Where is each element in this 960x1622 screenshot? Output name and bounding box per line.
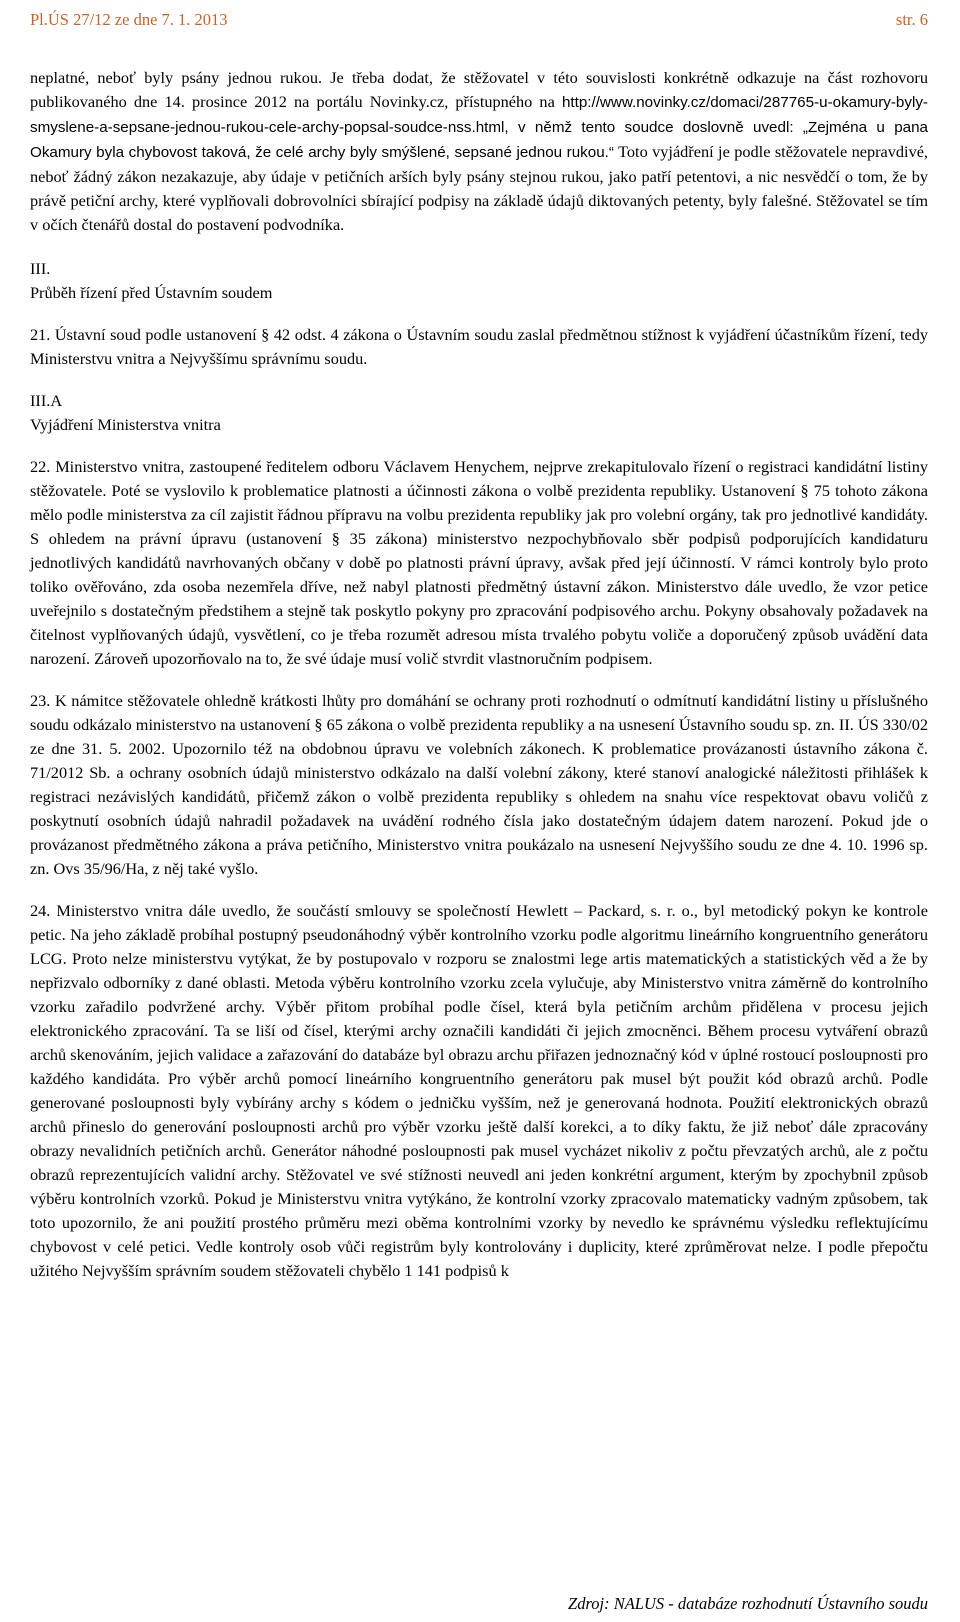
paragraph-21: 21. Ústavní soud podle ustanovení § 42 odst. 4 zákona o Ústavním soudu zaslal předmětnou stížnost k vyjádření účastníkům řízení, tedy Ministerstvu vnitra a Nejvyššímu správnímu soudu. [30,325,928,368]
spacer [30,437,928,455]
spacer [30,305,928,323]
paragraph-23: 23. K námitce stěžovatele ohledně krátkosti lhůty pro domáhání se ochrany proti rozhodnutí o odmítnutí kandidátní listiny u příslušného soudu odkázalo ministerstvo na ustanovení § 65 zákona o volbě prezidenta republiky a na usnesení Ústavního soudu sp. zn. II. ÚS 330/02 ze dne 31. 5. 2002. Upozornilo též na obdobnou úpravu ve volebních zákonech. K problematice provázanosti ústavního zákona č. 71/2012 Sb. a ochrany osobních údajů ministerstvo odkázalo na další volební zákony, které stanoví analogické náležitosti přihlášek k registraci nezávislých kandidátů, přičemž zákon o volbě prezidenta republiky s ohledem na snahu více respektovat obavu voličů z poskytnutí osobních údajů nahradil požadavek na uvádění rodného čísla jako dostatečným údajem datem narození. Pokud jde o provázanost předmětného zákona a práva petičního, Ministerstvo vnitra poukázalo na usnesení Nejvyššího soudu ze dne 4. 10. 1996 sp. zn. Ovs 35/96/Ha, z něj také vyšlo. [30,691,929,878]
page-number: str. 6 [895,10,928,29]
page-header [30,6,928,34]
section-title: Průběh řízení před Ústavním soudem [30,283,273,302]
subsection-title: Vyjádření Ministerstva vnitra [30,415,221,434]
spacer [30,371,928,389]
subsection-number: III.A [30,391,63,410]
paragraph-text: Stěžovatel se tím v očích čtenářů dostal do postavení podvodníka. [30,191,928,234]
paragraph-continuation [30,66,928,237]
paragraph-text: Toto vyjádření je podle stěžovatele nepravdivé, neboť žádný zákon nezakazuje, aby údaje v petičních arších byly psány stejnou rukou, jako patří petentovi, a nic nesvědčí o tom, že by právě petiční archy, které vyplňovali dobrovolníci sbírající podpisy na základě údajů diktovaných petenty, byly falešné. [30,142,929,210]
spacer [30,671,928,689]
paragraph-24: 24. Ministerstvo vnitra dále uvedlo, že součástí smlouvy se společností Hewlett – Packard, s. r. o., byl metodický pokyn ke kontrole petic. Na jeho základě probíhal postupný pseudonáhodný výběr kontrolního vzorku podle algoritmu lineárního kongruentního generátoru LCG. Proto nelze ministerstvu vytýkat, že by postupovalo v rozporu se znalostmi lege artis matematických a statistických věd a že by nepřizvalo odborníky z dané oblasti. Metoda výběru kontrolního vzorku zcela vylučuje, aby Ministerstvo vnitra záměrně do kontrolního vzorku zařadilo podvržené archy. Výběr přitom probíhal podle čísel, která byla petičním archům přidělena v procesu jejich elektronického zpracování. Ta se liší od čísel, kterými archy označili kandidáti či jejich zmocněnci. Během procesu vytváření obrazů archů skenováním, jejich validace a zařazování do databáze byl obrazu archu přiřazen jednoznačný kód v úplné rostoucí posloupnosti pro každého kandidáta. Pro výběr archů pomocí lineárního kongruentního generátoru pak musel být použit kód obrazů archů. Podle generované posloupnosti byly vybírány archy s kódem o jedničku vyšším, než je generovaná hodnota. Použití elektronických obrazů archů přineslo do generování posloupnosti archů pro výběr vzorku ještě další korekci, a to díky faktu, že již neboť dále zpracovány obrazy nevalidních petičních archů. Generátor náhodné posloupnosti pak musel vycházet nikoliv z počtu převzatých archů, ale z počtu obrazů reprezentujících validní archy. Stěžovatel ve své stížnosti neuvedl ani jeden konkrétní argument, kterým by zpochybnil způsob výběru kontrolních vzorků. Pokud je Ministerstvu vnitra vytýkáno, že kontrolní vzorky zpracovalo matematicky vadným způsobem, tak toto upozornilo, že ani použití prostého průměru mezi oběma kontrolními vzorky by nevedlo ke správnému výsledku reflektujícímu chybovost v celé petici. Vedle kontroly osob vůči registrům byly kontrolovány i duplicity, které zprůměrovat nelze. I podle přepočtu užitého Nejvyšším správním soudem stěžovateli chybělo 1 141 podpisů k [30,901,928,1280]
article-url-quote: http://www.novinky.cz/domaci/287765-u-okamury-byly-smyslene-a-sepsane-jednou-rukou-cele-archy-popsal-soudce-nss.html, v němž tento soudce doslovně uvedl: „Zejména u pana Okamury byla chybovost taková, že celé archy byly smýšlené, sepsané jednou rukou.“ [30,94,928,161]
spacer [30,881,928,899]
source-footer: Zdroj: NALUS - databáze rozhodnutí Ústavního soudu [568,1594,928,1613]
case-reference: Pl.ÚS 27/12 ze dne 7. 1. 2013 [30,10,228,29]
paragraph-text: neplatné, neboť byly psány jednou rukou. Je třeba dodat, že stěžovatel v této souvislosti konkrétně odkazuje na část rozhovoru publikovaného dne 14. prosince 2012 na portálu Novinky.cz, přístupného na [30,68,928,111]
spacer [30,237,928,257]
document-body [30,66,928,1283]
section-number: III. [30,259,51,278]
paragraph-22: 22. Ministerstvo vnitra, zastoupené ředitelem odboru Václavem Henychem, nejprve zrekapitulovalo řízení o registraci kandidátní listiny stěžovatele. Poté se vyslovilo k problematice platnosti a účinnosti zákona o volbě prezidenta republiky. Ustanovení § 75 tohoto zákona mělo podle ministerstva za cíl zajistit řádnou přípravu na volbu prezidenta republiky jak pro volební orgány, tak pro jednotlivé kandidáty. S ohledem na právní úpravu (ustanovení § 35 zákona) ministerstvo nezpochybňovalo sběr podpisů podporujících kandidaturu jednotlivých kandidátů navrhovaných občany v době po platnosti právní úpravy, avšak před její účinností. V rámci kontroly bylo proto toliko ověřováno, zda osoba nezemřela dříve, než nabyl platnosti předmětný ústavní zákon. Ministerstvo dále uvedlo, že vzor petice uveřejnilo s dostatečným předstihem a stejně tak poskytlo pokyny pro zpracování podpisového archu. Pokyny obsahovaly požadavek na čitelnost vyplňovaných údajů, vysvětlení, co je třeba rozumět adresou místa trvalého pobytu voliče a doporučený způsob uvádění data narození. Zároveň upozorňovalo na to, že své údaje musí volič stvrdit vlastnoručním podpisem. [30,457,928,668]
